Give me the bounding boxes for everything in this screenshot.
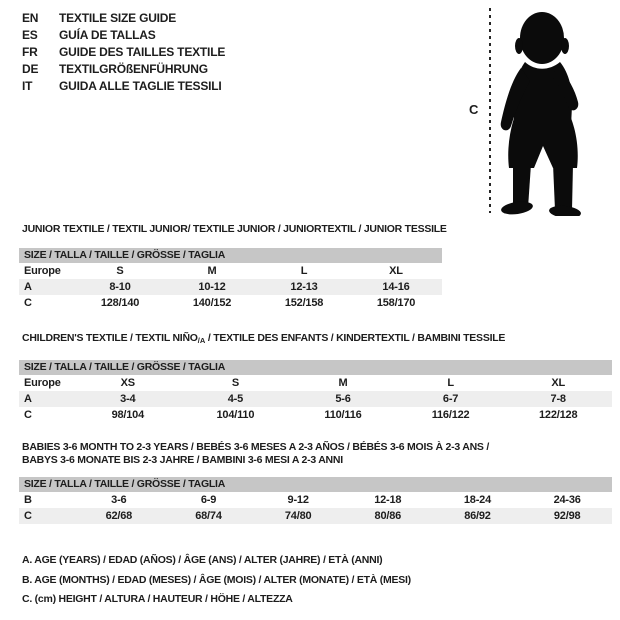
table-cell: L xyxy=(300,265,308,277)
table-cell: 18-24 xyxy=(463,494,492,506)
measure-label-c: C xyxy=(469,102,479,117)
lang-title: TEXTILE SIZE GUIDE xyxy=(59,11,177,25)
table-cell: 7-8 xyxy=(504,391,612,407)
table-cell: 116/122 xyxy=(431,409,470,421)
table-row-height xyxy=(19,295,442,311)
table-cell: M xyxy=(338,377,348,389)
junior-section-title: JUNIOR TEXTILE / TEXTIL JUNIOR/ TEXTILE JUNIOR / JUNIORTEXTIL / JUNIOR TESSILE xyxy=(22,223,447,235)
table-row-height xyxy=(19,508,612,524)
table-cell: 24-36 xyxy=(553,494,581,506)
table-cell: 3-4 xyxy=(74,391,182,407)
table-cell: L xyxy=(447,377,454,389)
row-label: B xyxy=(24,494,32,506)
table-cell: 8-10 xyxy=(74,279,166,295)
table-cell: 6-7 xyxy=(397,391,505,407)
row-label: A xyxy=(19,391,74,407)
lang-code: EN xyxy=(22,11,39,25)
table-cell: 5-6 xyxy=(289,391,397,407)
children-title-pre: CHILDREN'S TEXTILE / TEXTIL NIÑO xyxy=(22,332,198,344)
lang-code: FR xyxy=(22,45,38,59)
table-cell: 140/152 xyxy=(192,297,232,309)
table-cell: XL xyxy=(551,377,566,389)
lang-row-en xyxy=(22,10,225,27)
children-size-table xyxy=(19,360,612,423)
lang-row-de xyxy=(22,61,225,78)
lang-code: ES xyxy=(22,28,38,42)
toddler-silhouette-icon xyxy=(497,6,597,216)
lang-title: TEXTILGRÖßENFÜHRUNG xyxy=(59,62,208,76)
table-cell: 92/98 xyxy=(522,508,612,524)
table-cell: M xyxy=(207,265,217,277)
lang-title: GUÍA DE TALLAS xyxy=(59,28,156,42)
table-row-height xyxy=(19,407,612,423)
table-cell: 104/110 xyxy=(216,409,255,421)
size-header-band: SIZE / TALLA / TAILLE / GRÖSSE / TAGLIA xyxy=(19,360,612,375)
height-measure-dotted-line xyxy=(489,8,491,213)
table-cell: 152/158 xyxy=(284,297,324,309)
row-label: C xyxy=(19,508,74,524)
babies-section xyxy=(19,441,612,524)
children-title-subscript: /A xyxy=(197,336,206,345)
lang-title: GUIDA ALLE TAGLIE TESSILI xyxy=(59,79,222,93)
babies-section-title-line2: BABYS 3-6 MONATE BIS 2-3 JAHRE / BAMBINI 3-6 MESI A 2-3 ANNI xyxy=(22,454,343,466)
table-row-age xyxy=(19,279,442,295)
table-row-months xyxy=(19,492,612,508)
children-title-post: / TEXTILE DES ENFANTS / KINDERTEXTIL / BAMBINI TESSILE xyxy=(205,332,506,344)
table-cell: 158/170 xyxy=(376,297,416,309)
size-header-band: SIZE / TALLA / TAILLE / GRÖSSE / TAGLIA xyxy=(19,477,612,492)
row-label: Europe xyxy=(24,377,61,389)
row-label: C xyxy=(24,409,32,421)
table-cell: 14-16 xyxy=(350,279,442,295)
row-label: Europe xyxy=(24,265,61,277)
language-title-list xyxy=(22,10,225,95)
table-cell: 62/68 xyxy=(74,508,164,524)
junior-size-table xyxy=(19,248,442,311)
lang-code: DE xyxy=(22,62,39,76)
table-row-age xyxy=(19,391,612,407)
size-header-band: SIZE / TALLA / TAILLE / GRÖSSE / TAGLIA xyxy=(19,248,442,263)
lang-title: GUIDE DES TAILLES TEXTILE xyxy=(59,45,226,59)
table-row-europe xyxy=(19,263,442,279)
table-cell: 4-5 xyxy=(182,391,290,407)
table-cell: 128/140 xyxy=(100,297,140,309)
table-cell: 80/86 xyxy=(343,508,433,524)
lang-row-es xyxy=(22,27,225,44)
table-cell: XL xyxy=(389,265,403,277)
lang-code: IT xyxy=(22,79,33,93)
table-cell: 12-13 xyxy=(258,279,350,295)
measurement-figure xyxy=(455,0,620,220)
legend-line-b: B. AGE (MONTHS) / EDAD (MESES) / ÂGE (MOIS) / ALTER (MONATE) / ETÀ (MESI) xyxy=(22,573,411,586)
table-cell: XS xyxy=(120,377,135,389)
table-cell: S xyxy=(231,377,239,389)
legend-line-c: C. (cm) HEIGHT / ALTURA / HAUTEUR / HÖHE / ALTEZZA xyxy=(22,593,293,605)
babies-size-table xyxy=(19,477,612,524)
table-cell: 3-6 xyxy=(111,494,127,506)
table-cell: 122/128 xyxy=(539,409,578,421)
table-cell: 86/92 xyxy=(433,508,523,524)
junior-section xyxy=(19,223,612,311)
babies-section-title-line1: BABIES 3-6 MONTH TO 2-3 YEARS / BEBÉS 3-6 MESES A 2-3 AÑOS / BÉBÉS 3-6 MOIS À 2-3 ANS / xyxy=(22,441,490,453)
table-row-europe xyxy=(19,375,612,391)
table-cell: 12-18 xyxy=(374,494,402,506)
row-label: C xyxy=(24,297,32,309)
table-cell: 68/74 xyxy=(164,508,254,524)
table-cell: 98/104 xyxy=(111,409,145,421)
table-cell: 9-12 xyxy=(287,494,309,506)
measurement-legend xyxy=(22,551,411,610)
table-cell: 6-9 xyxy=(200,494,217,506)
lang-row-fr xyxy=(22,44,225,61)
table-cell: 10-12 xyxy=(166,279,258,295)
children-section-title xyxy=(19,332,612,347)
table-cell: 110/116 xyxy=(324,409,362,421)
row-label: A xyxy=(19,279,74,295)
lang-row-it xyxy=(22,78,225,95)
legend-line-a: A. AGE (YEARS) / EDAD (AÑOS) / ÂGE (ANS) / ALTER (JAHRE) / ETÀ (ANNI) xyxy=(22,554,383,566)
children-section xyxy=(19,332,612,423)
table-cell: 74/80 xyxy=(253,508,343,524)
table-cell: S xyxy=(116,265,124,277)
